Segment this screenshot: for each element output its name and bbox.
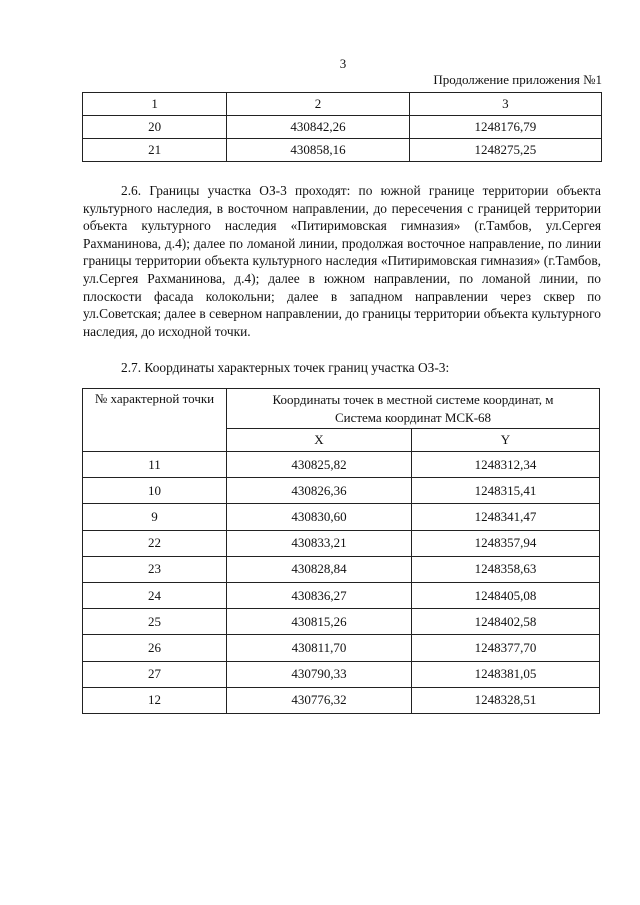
table-row: [83, 116, 602, 139]
table-header-row: [83, 93, 602, 116]
point-number-cell: 27: [83, 661, 227, 687]
point-number-cell: 26: [83, 635, 227, 661]
table-cell: 430858,16: [227, 139, 409, 162]
table-cell: 21: [83, 139, 227, 162]
y-coordinate-cell: 1248328,51: [412, 687, 600, 713]
point-number-cell: 9: [83, 504, 227, 530]
table-cell: 1: [83, 93, 227, 116]
x-coordinate-cell: 430830,60: [227, 504, 412, 530]
y-coordinate-cell: 1248381,05: [412, 661, 600, 687]
x-coordinate-cell: 430776,32: [227, 687, 412, 713]
point-number-cell: 23: [83, 556, 227, 582]
column-header-y: Y: [412, 429, 600, 452]
column-header-point-number: № характерной точки: [83, 389, 227, 452]
table-cell: 1248275,25: [409, 139, 601, 162]
y-coordinate-cell: 1248358,63: [412, 556, 600, 582]
x-coordinate-cell: 430825,82: [227, 452, 412, 478]
point-number-cell: 24: [83, 582, 227, 608]
x-coordinate-cell: 430815,26: [227, 609, 412, 635]
column-header-coordinates: [227, 389, 600, 429]
x-coordinate-cell: 430790,33: [227, 661, 412, 687]
page-number: 3: [339, 56, 347, 71]
table-cell: 2: [227, 93, 409, 116]
table-header-row: [83, 389, 600, 429]
coordinates-table-body: [83, 452, 600, 714]
table-cell: 20: [83, 116, 227, 139]
table-row: [83, 635, 600, 661]
section-2-6-paragraph: [83, 182, 601, 340]
table-cell: 1248176,79: [409, 116, 601, 139]
x-coordinate-cell: 430828,84: [227, 556, 412, 582]
section-2-7-paragraph: [83, 359, 601, 377]
table-row: [83, 609, 600, 635]
top-coordinates-table: [82, 92, 602, 162]
section-2-7-text: 2.7. Координаты характерных точек границ участка ОЗ-3:: [121, 360, 450, 375]
x-coordinate-cell: 430836,27: [227, 582, 412, 608]
column-header-x: X: [227, 429, 412, 452]
table-cell: 3: [409, 93, 601, 116]
table-row: [83, 530, 600, 556]
point-number-cell: 11: [83, 452, 227, 478]
coordinates-header-line-2: Система координат МСК-68: [334, 409, 492, 425]
appendix-label: Продолжение приложения №1: [433, 72, 602, 87]
y-coordinate-cell: 1248341,47: [412, 504, 600, 530]
y-coordinate-cell: 1248402,58: [412, 609, 600, 635]
y-coordinate-cell: 1248377,70: [412, 635, 600, 661]
x-coordinate-cell: 430833,21: [227, 530, 412, 556]
point-number-cell: 10: [83, 478, 227, 504]
y-coordinate-cell: 1248315,41: [412, 478, 600, 504]
table-row: [83, 661, 600, 687]
section-2-6-text: 2.6. Границы участка ОЗ-3 проходят: по южной границе территории объекта культурного наследия, в восточном направлении, до пересечения с границей территории объекта культурного наследия «Питиримовская гимназия» (г.Тамбов, ул.Сергея Рахманинова, д.4); далее по ломаной линии, продолжая восточное направление, по линии границы территории объекта культурного наследия «Питиримовская гимназия» (г.Тамбов, ул.Сергея Рахманинова, д.4); далее в южном направлении, по ломаной линии, по плоскости фасада колокольни; далее в западном направлении через сквер по ул.Советская; далее в северном направлении, до границы территории объекта культурного наследия, до исходной точки.: [83, 183, 601, 339]
y-coordinate-cell: 1248357,94: [412, 530, 600, 556]
table-row: [83, 556, 600, 582]
point-number-cell: 25: [83, 609, 227, 635]
y-coordinate-cell: 1248405,08: [412, 582, 600, 608]
table-row: [83, 687, 600, 713]
table-row: [83, 504, 600, 530]
coordinates-table: [82, 388, 600, 714]
y-coordinate-cell: 1248312,34: [412, 452, 600, 478]
table-row: [83, 139, 602, 162]
table-row: [83, 582, 600, 608]
table-cell: 430842,26: [227, 116, 409, 139]
point-number-cell: 22: [83, 530, 227, 556]
x-coordinate-cell: 430811,70: [227, 635, 412, 661]
table-row: [83, 478, 600, 504]
x-coordinate-cell: 430826,36: [227, 478, 412, 504]
point-number-cell: 12: [83, 687, 227, 713]
coordinates-header-line-1: Координаты точек в местной системе координат, м: [272, 391, 554, 407]
table-row: [83, 452, 600, 478]
